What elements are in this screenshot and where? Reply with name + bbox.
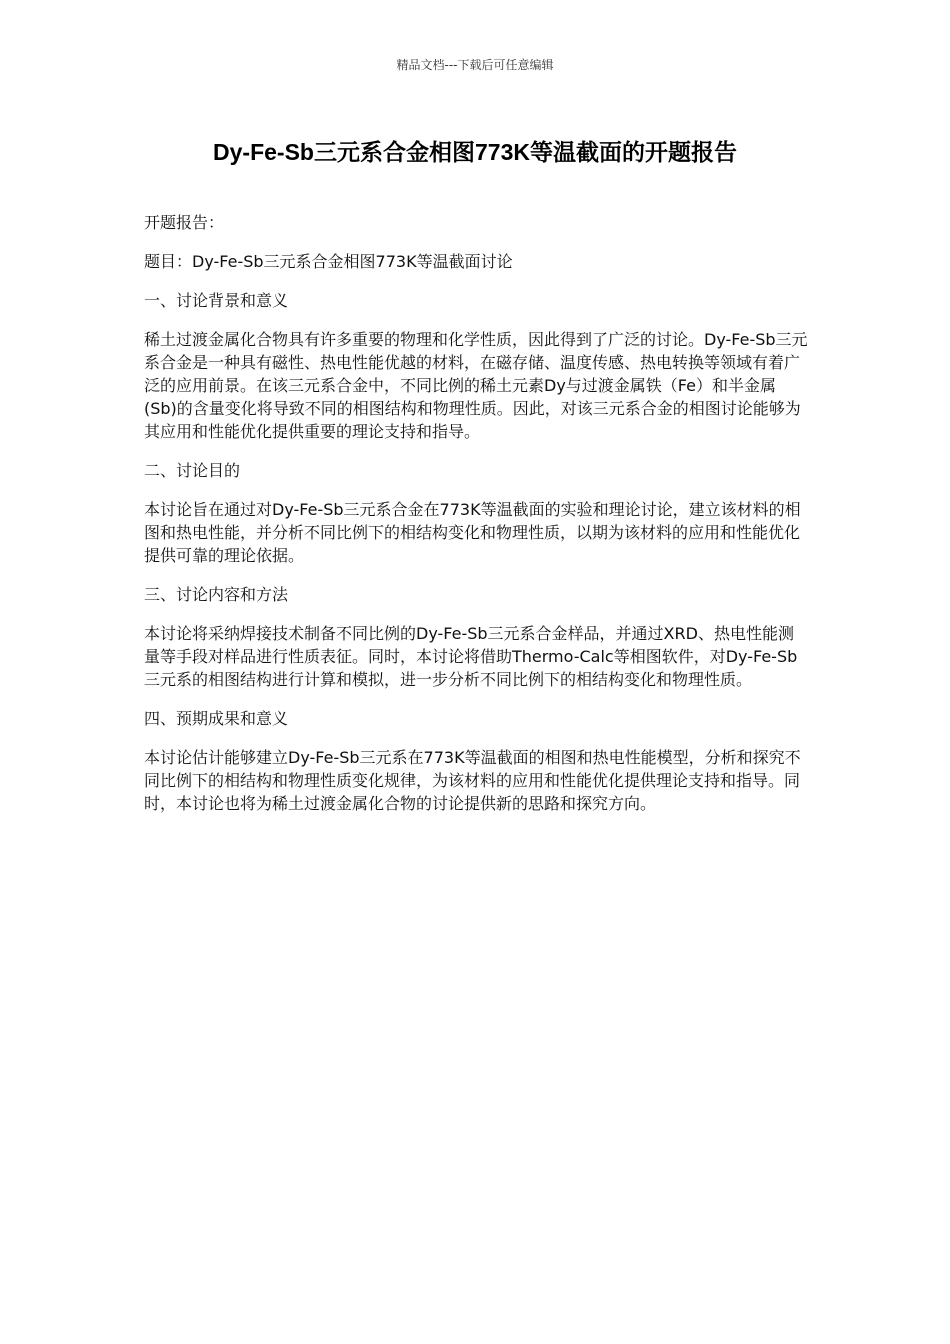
section-heading-outcomes: 四、预期成果和意义 [144, 709, 289, 728]
section-body-method: 本讨论将采纳焊接技术制备不同比例的Dy-Fe-Sb三元系合金样品，并通过XRD、热电性能测量等手段对样品进行性质表征。同时，本讨论将借助Thermo-Calc等相图软件，对Dy-Fe-Sb三元系的相图结构进行计算和模拟，进一步分析不同比例下的相结构变化和物理性质。 [144, 624, 798, 689]
section-body-background: 稀土过渡金属化合物具有许多重要的物理和化学性质，因此得到了广泛的讨论。Dy-Fe-Sb三元系合金是一种具有磁性、热电性能优越的材料，在磁存储、温度传感、热电转换等领域有着广泛的应用前景。在该三元系合金中，不同比例的稀土元素Dy与过渡金属铁（Fe）和半金属(Sb)的含量变化将导致不同的相图结构和物理性质。因此，对该三元系合金的相图讨论能够为其应用和性能优化提供重要的理论支持和指导。 [144, 330, 808, 441]
document-body [144, 211, 808, 831]
section-heading-background: 一、讨论背景和意义 [144, 291, 289, 310]
report-topic: 题目：Dy-Fe-Sb三元系合金相图773K等温截面讨论 [144, 252, 513, 271]
document-title: Dy-Fe-Sb三元系合金相图773K等温截面的开题报告 [213, 139, 737, 165]
section-body-outcomes: 本讨论估计能够建立Dy-Fe-Sb三元系在773K等温截面的相图和热电性能模型，分析和探究不同比例下的相结构和物理性质变化规律，为该材料的应用和性能优化提供理论支持和指导。同时，本讨论也将为稀土过渡金属化合物的讨论提供新的思路和探究方向。 [144, 748, 801, 813]
section-body-purpose: 本讨论旨在通过对Dy-Fe-Sb三元系合金在773K等温截面的实验和理论讨论，建立该材料的相图和热电性能，并分析不同比例下的相结构变化和物理性质，以期为该材料的应用和性能优化提供可靠的理论依据。 [144, 500, 801, 565]
section-heading-purpose: 二、讨论目的 [144, 461, 241, 480]
section-heading-method: 三、讨论内容和方法 [144, 585, 289, 604]
page-header: 精品文档---下载后可任意编辑 [396, 58, 554, 72]
report-label: 开题报告： [144, 213, 225, 232]
